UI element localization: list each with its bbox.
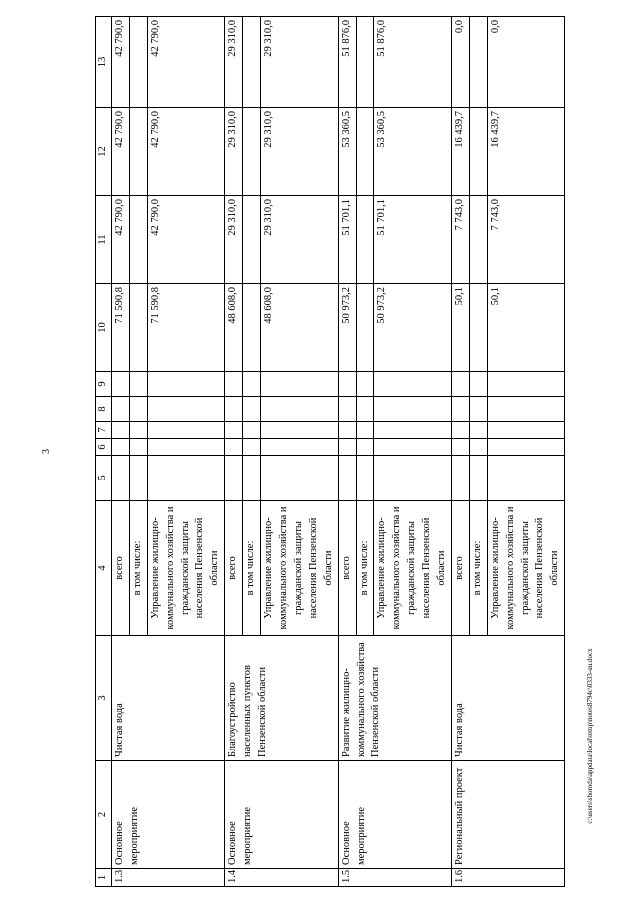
empty-cell (469, 397, 487, 422)
empty-cell (469, 422, 487, 439)
empty-cell (243, 422, 261, 439)
empty-cell (487, 397, 565, 422)
empty-cell (111, 439, 129, 456)
empty-cell (225, 439, 243, 456)
empty-cell (225, 397, 243, 422)
empty-cell (487, 422, 565, 439)
empty-cell (129, 439, 147, 456)
amount-cell: 71 590,8 (111, 284, 129, 372)
empty-cell (111, 422, 129, 439)
empty-cell (147, 439, 225, 456)
amount-cell (469, 196, 487, 284)
empty-cell (129, 422, 147, 439)
empty-cell (147, 456, 225, 501)
empty-cell (451, 439, 469, 456)
amount-cell: 71 590,8 (147, 284, 225, 372)
empty-cell (374, 372, 452, 397)
empty-cell (111, 456, 129, 501)
empty-cell (225, 422, 243, 439)
funding-label: всего (338, 501, 356, 636)
header-cell: 8 (96, 397, 112, 422)
empty-cell (261, 422, 339, 439)
funding-label: всего (225, 501, 243, 636)
table-row (225, 17, 243, 887)
funding-label: в том числе: (469, 501, 487, 636)
empty-cell (469, 456, 487, 501)
row-number: 1.5. (338, 869, 451, 887)
empty-cell (261, 372, 339, 397)
table-row (338, 17, 356, 887)
amount-cell (243, 108, 261, 196)
header-cell: 12 (96, 108, 112, 196)
amount-cell: 29 310,0 (261, 108, 339, 196)
empty-cell (225, 372, 243, 397)
header-cell: 9 (96, 372, 112, 397)
budget-table (95, 16, 565, 887)
amount-cell: 29 310,0 (261, 196, 339, 284)
amount-cell: 51 701,1 (374, 196, 452, 284)
amount-cell (129, 196, 147, 284)
empty-cell (147, 397, 225, 422)
empty-cell (225, 456, 243, 501)
measure-type: Региональный проект (451, 761, 564, 869)
row-number: 1.3. (111, 869, 224, 887)
header-cell: 1 (96, 869, 112, 887)
funding-label: Управление жилищно-коммунального хозяйства и гражданской защиты населения Пензенской области (261, 501, 339, 636)
amount-cell: 42 790,0 (147, 17, 225, 108)
amount-cell (356, 108, 374, 196)
empty-cell (129, 372, 147, 397)
empty-cell (111, 397, 129, 422)
funding-label: Управление жилищно-коммунального хозяйства и гражданской защиты населения Пензенской области (374, 501, 452, 636)
amount-cell: 50,1 (451, 284, 469, 372)
empty-cell (356, 422, 374, 439)
amount-cell: 29 310,0 (225, 108, 243, 196)
empty-cell (243, 397, 261, 422)
amount-cell: 29 310,0 (261, 17, 339, 108)
empty-cell (147, 422, 225, 439)
empty-cell (487, 456, 565, 501)
amount-cell: 42 790,0 (147, 108, 225, 196)
amount-cell: 53 360,5 (374, 108, 452, 196)
measure-name: Благоустройство населенных пунктов Пензенской области (225, 636, 338, 761)
empty-cell (129, 397, 147, 422)
amount-cell: 29 310,0 (225, 196, 243, 284)
amount-cell: 51 701,1 (338, 196, 356, 284)
measure-type: Основное мероприятие (225, 761, 338, 869)
row-number: 1.6. (451, 869, 564, 887)
measure-type: Основное мероприятие (111, 761, 224, 869)
amount-cell: 7 743,0 (451, 196, 469, 284)
empty-cell (338, 397, 356, 422)
measure-name: Развитие жилищно-коммунального хозяйства Пензенской области (338, 636, 451, 761)
amount-cell: 50 973,2 (374, 284, 452, 372)
empty-cell (261, 456, 339, 501)
empty-cell (451, 397, 469, 422)
amount-cell (129, 284, 147, 372)
header-cell: 5 (96, 456, 112, 501)
amount-cell: 42 790,0 (111, 108, 129, 196)
empty-cell (487, 372, 565, 397)
empty-cell (261, 439, 339, 456)
amount-cell (356, 196, 374, 284)
amount-cell (469, 108, 487, 196)
page-number: 3 (41, 449, 52, 454)
empty-cell (147, 372, 225, 397)
amount-cell (129, 17, 147, 108)
amount-cell (243, 196, 261, 284)
amount-cell: 50,1 (487, 284, 565, 372)
header-row (96, 17, 112, 887)
empty-cell (111, 372, 129, 397)
empty-cell (469, 372, 487, 397)
amount-cell (356, 17, 374, 108)
empty-cell (451, 456, 469, 501)
amount-cell: 42 790,0 (111, 17, 129, 108)
amount-cell: 7 743,0 (487, 196, 565, 284)
amount-cell: 0,0 (487, 17, 565, 108)
amount-cell: 51 876,0 (374, 17, 452, 108)
header-cell: 6 (96, 439, 112, 456)
empty-cell (338, 439, 356, 456)
measure-name: Чистая вода (451, 636, 564, 761)
empty-cell (356, 372, 374, 397)
footer-file-path: c:\users\sboroda\appdata\local\temp\notes8794c\0333-uu.docx (586, 648, 594, 824)
amount-cell: 53 360,5 (338, 108, 356, 196)
funding-label: всего (111, 501, 129, 636)
header-cell: 7 (96, 422, 112, 439)
amount-cell: 16 439,7 (451, 108, 469, 196)
empty-cell (451, 422, 469, 439)
header-cell: 3 (96, 636, 112, 761)
funding-label: всего (451, 501, 469, 636)
empty-cell (374, 456, 452, 501)
header-cell: 10 (96, 284, 112, 372)
empty-cell (243, 439, 261, 456)
measure-name: Чистая вода (111, 636, 224, 761)
empty-cell (374, 397, 452, 422)
rotated-table-container (95, 17, 584, 887)
table-row (111, 17, 129, 887)
amount-cell: 48 608,0 (225, 284, 243, 372)
empty-cell (374, 422, 452, 439)
header-cell: 4 (96, 501, 112, 636)
empty-cell (451, 372, 469, 397)
amount-cell (129, 108, 147, 196)
empty-cell (487, 439, 565, 456)
empty-cell (243, 456, 261, 501)
table-row (451, 17, 469, 887)
empty-cell (338, 422, 356, 439)
empty-cell (338, 372, 356, 397)
amount-cell: 16 439,7 (487, 108, 565, 196)
amount-cell (469, 17, 487, 108)
funding-label: в том числе: (129, 501, 147, 636)
empty-cell (356, 439, 374, 456)
empty-cell (261, 397, 339, 422)
amount-cell (356, 284, 374, 372)
empty-cell (469, 439, 487, 456)
empty-cell (338, 456, 356, 501)
amount-cell: 0,0 (451, 17, 469, 108)
amount-cell: 51 876,0 (338, 17, 356, 108)
table-body (96, 17, 565, 887)
amount-cell (243, 284, 261, 372)
row-number: 1.4. (225, 869, 338, 887)
amount-cell: 29 310,0 (225, 17, 243, 108)
amount-cell (469, 284, 487, 372)
empty-cell (129, 456, 147, 501)
empty-cell (356, 456, 374, 501)
amount-cell (243, 17, 261, 108)
amount-cell: 42 790,0 (111, 196, 129, 284)
measure-type: Основное мероприятие (338, 761, 451, 869)
header-cell: 11 (96, 196, 112, 284)
amount-cell: 48 608,0 (261, 284, 339, 372)
empty-cell (356, 397, 374, 422)
funding-label: в том числе: (356, 501, 374, 636)
funding-label: Управление жилищно-коммунального хозяйства и гражданской защиты населения Пензенской области (487, 501, 565, 636)
empty-cell (243, 372, 261, 397)
funding-label: в том числе: (243, 501, 261, 636)
funding-label: Управление жилищно-коммунального хозяйства и гражданской защиты населения Пензенской области (147, 501, 225, 636)
amount-cell: 42 790,0 (147, 196, 225, 284)
header-cell: 13 (96, 17, 112, 108)
empty-cell (374, 439, 452, 456)
amount-cell: 50 973,2 (338, 284, 356, 372)
header-cell: 2 (96, 761, 112, 869)
